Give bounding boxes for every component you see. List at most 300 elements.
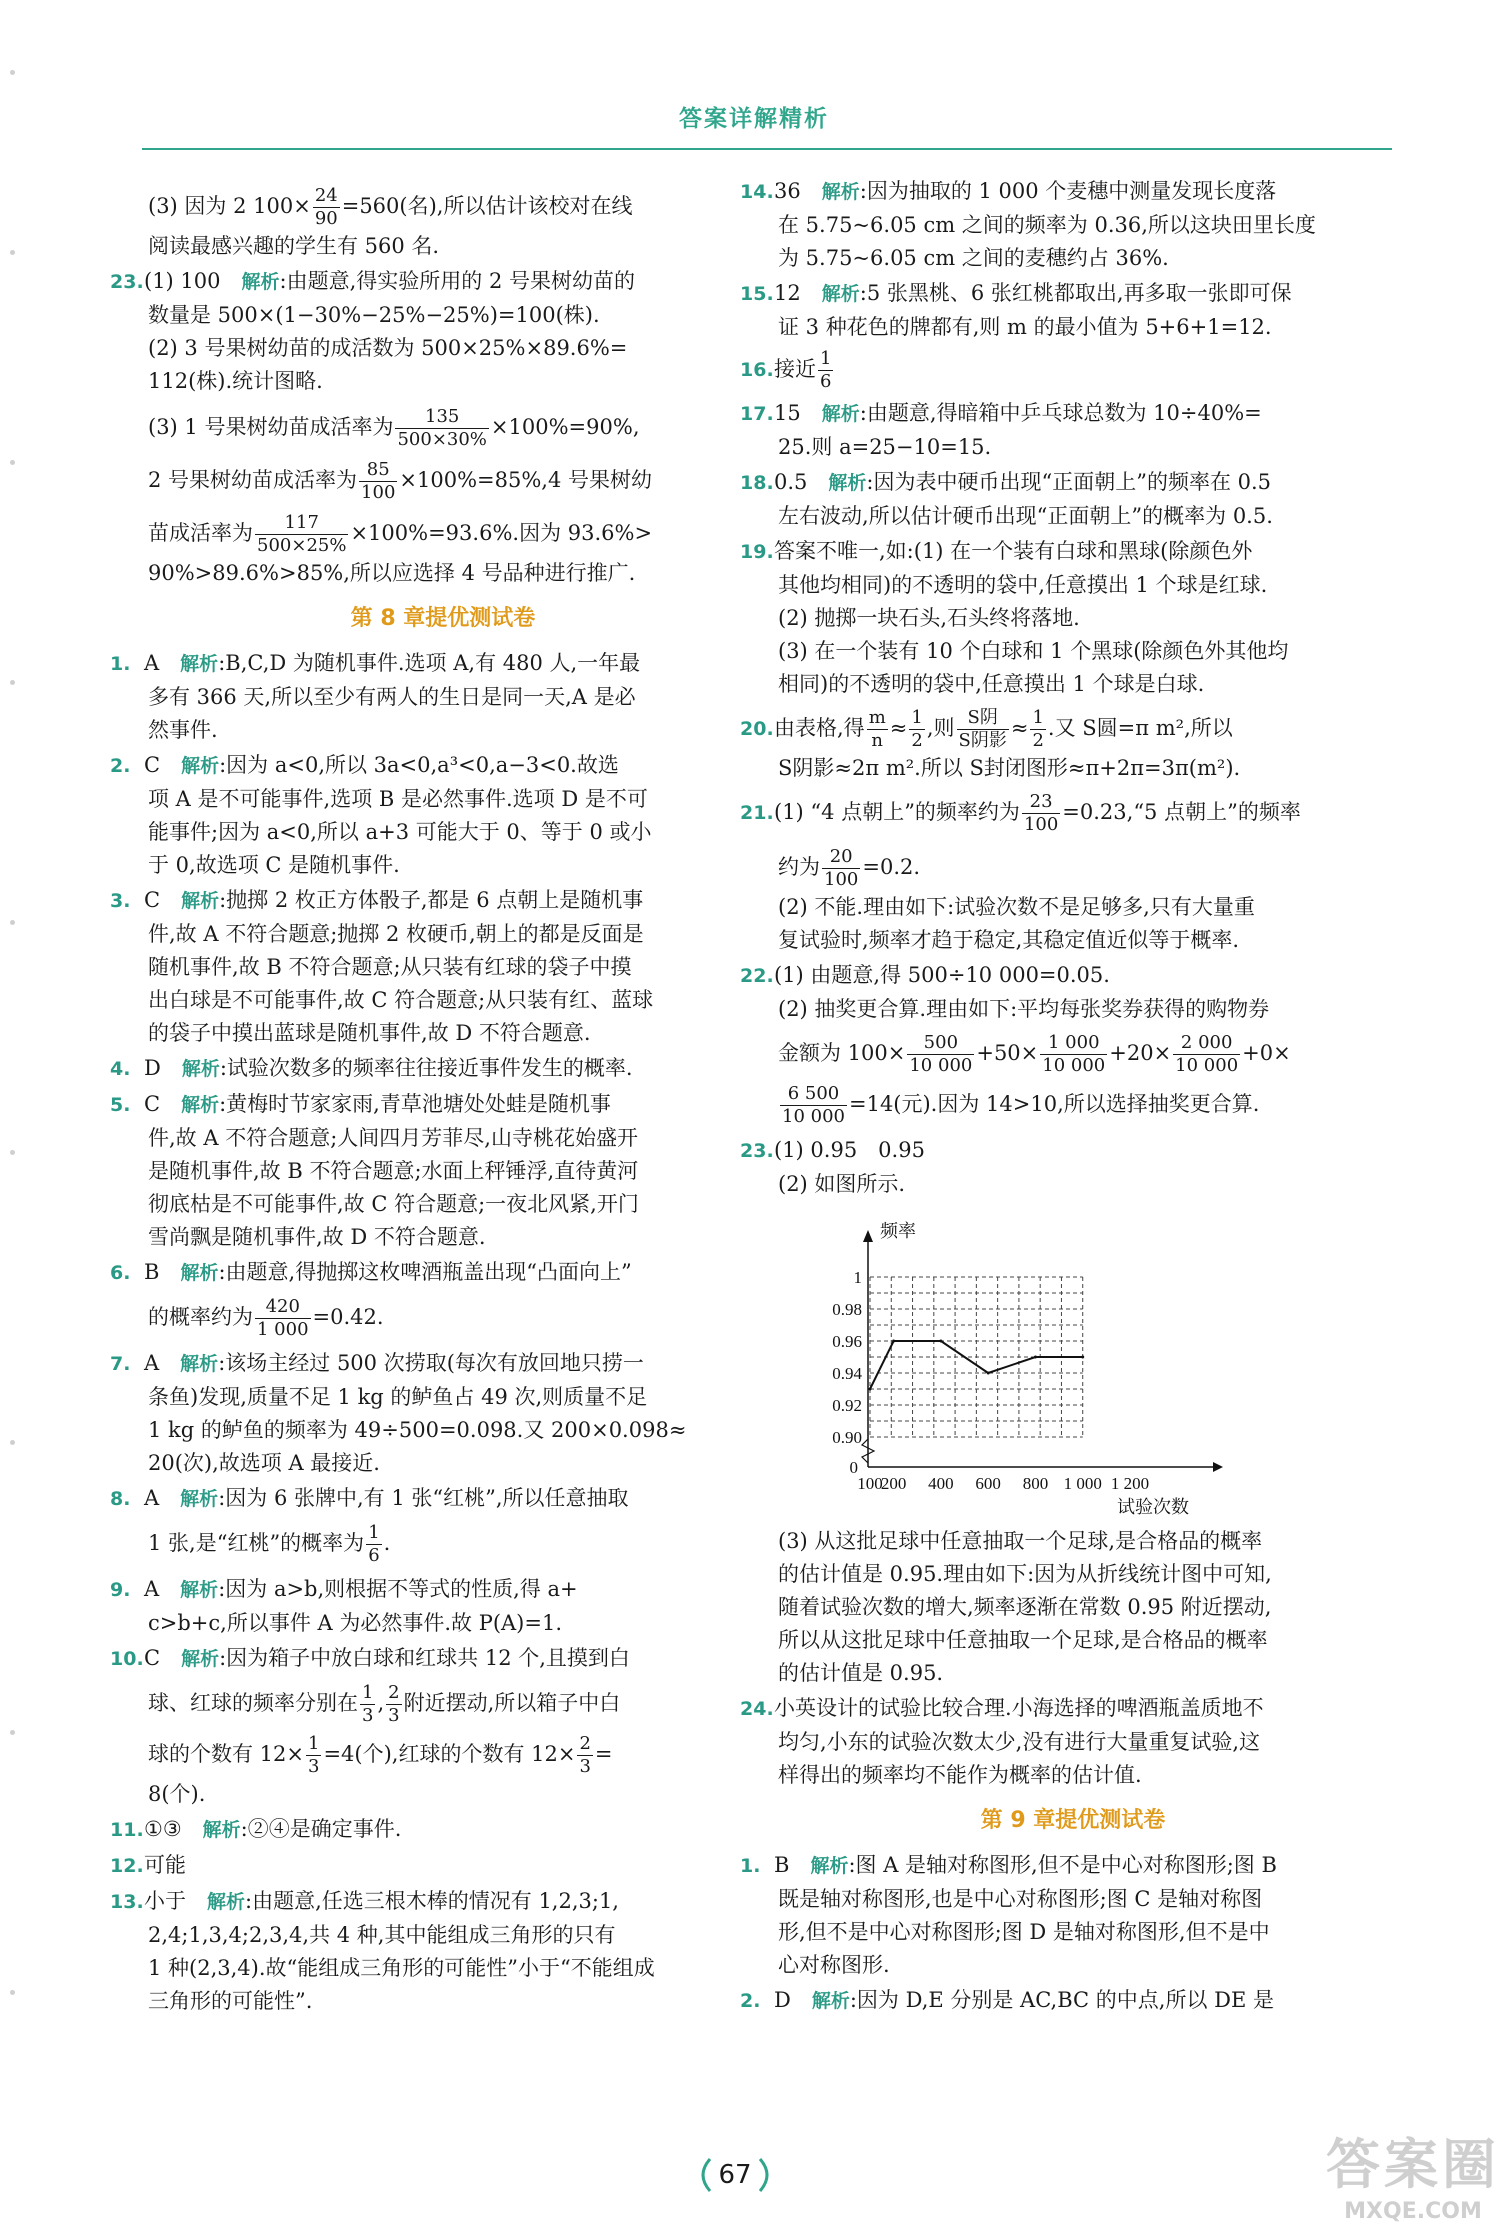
fraction	[1173, 1032, 1240, 1077]
question-number: 15.	[740, 283, 774, 305]
text: ≈	[1010, 716, 1029, 740]
text: :②④是确定事件.	[240, 1817, 402, 1841]
text: 样得出的频率均不能作为概率的估计值.	[778, 1763, 1142, 1787]
question-number: 13.	[110, 1891, 144, 1913]
x-axis-arrow-icon	[1213, 1462, 1223, 1472]
text: (3) 在一个装有 10 个白球和 1 个黑球(除颜色外其他均	[778, 639, 1289, 663]
numerator: 1	[368, 1522, 380, 1543]
numerator: 20	[822, 846, 860, 869]
scan-speck	[10, 680, 15, 685]
text: ,则	[926, 716, 955, 740]
text: (2) 抛掷一块石头,石头终将落地.	[778, 606, 1080, 630]
text: (1) “4 点朝上”的频率约为	[774, 800, 1020, 824]
denominator: 100	[361, 482, 396, 503]
watermark	[1326, 2122, 1500, 2224]
denominator: 2	[1032, 730, 1044, 751]
fraction	[577, 1733, 592, 1778]
text: =0.23,“5 点朝上”的频率	[1062, 800, 1301, 824]
fraction	[957, 707, 1009, 752]
text: (2) 3 号果树幼苗的成活数为 500×25%×89.6%=	[148, 336, 628, 360]
text: =0.42.	[312, 1305, 384, 1329]
answer: A	[144, 651, 160, 675]
numerator: 23	[1022, 791, 1060, 814]
scan-speck	[10, 250, 15, 255]
x-axis-title: 试验次数	[1117, 1497, 1189, 1517]
analysis-label: 解析	[181, 755, 220, 777]
frequency-line-chart	[818, 1217, 1238, 1517]
page-number-badge	[690, 2155, 780, 2195]
fraction	[366, 1522, 381, 1567]
watermark-logo: 答案圈	[1326, 2133, 1500, 2196]
denominator: 10 000	[1042, 1055, 1106, 1076]
text: (2) 不能.理由如下:试验次数不是足够多,只有大量重	[778, 895, 1255, 919]
numerator: 1	[911, 707, 923, 728]
denominator: 6	[820, 371, 832, 392]
text: 件,故 A 不符合题意;人间四月芳菲尽,山寺桃花始盛开	[148, 1126, 638, 1150]
answer: 0.5	[774, 470, 808, 494]
text: 是随机事件,故 B 不符合题意;水面上秤锤浮,直待黄河	[148, 1159, 639, 1183]
text: +50×	[976, 1041, 1039, 1065]
text: :5 张黑桃、6 张红桃都取出,再多取一张即可保	[859, 281, 1292, 305]
answer-24	[740, 1692, 1368, 1792]
numerator: 1	[308, 1733, 320, 1754]
answer: 小于	[144, 1889, 186, 1913]
chart-svg	[818, 1217, 1238, 1517]
text: ,	[377, 1691, 385, 1715]
question-number: 24.	[740, 1698, 774, 1720]
text: .	[383, 1531, 391, 1555]
scan-speck	[10, 920, 15, 925]
text: 三角形的可能性”.	[148, 1989, 313, 2013]
text: :因为箱子中放白球和红球共 12 个,且摸到白	[219, 1646, 630, 1670]
text: :因为抽取的 1 000 个麦穗中测量发现长度落	[859, 179, 1277, 203]
text: ×100%=93.6%.因为 93.6%>	[350, 521, 653, 545]
numerator: 6 500	[780, 1083, 847, 1106]
data-point	[892, 1340, 895, 1343]
analysis-label: 解析	[202, 1819, 241, 1841]
answer-10	[110, 1642, 738, 1811]
numerator: 135	[395, 406, 488, 429]
denominator: 90	[314, 208, 338, 229]
denominator: S阴影	[958, 730, 1007, 751]
scan-speck	[10, 70, 15, 75]
answer-23	[110, 265, 738, 590]
numerator: 1	[362, 1682, 374, 1703]
watermark-url: MXQE.COM	[1344, 2199, 1482, 2224]
fraction	[1022, 791, 1060, 836]
analysis-label: 解析	[180, 1488, 219, 1510]
page-number: 67	[718, 2160, 752, 2190]
answer-6	[110, 1256, 738, 1341]
data-point	[987, 1372, 990, 1375]
analysis-label: 解析	[181, 1058, 220, 1080]
question-number: 11.	[110, 1819, 144, 1841]
text: 20(次),故选项 A 最接近.	[148, 1451, 380, 1475]
text: :由题意,得抛掷这枚啤酒瓶盖出现“凸面向上”	[218, 1260, 632, 1284]
fraction	[780, 1083, 847, 1128]
scan-edge-marks	[10, 40, 18, 2140]
analysis-label: 解析	[828, 472, 867, 494]
analysis-label: 解析	[207, 1891, 246, 1913]
text: :因为 a<0,所以 3a<0,a³<0,a−3<0.故选	[219, 753, 619, 777]
answer-16	[740, 348, 1368, 393]
right-column	[740, 175, 1368, 2020]
text: :因为表中硬币出现“正面朝上”的频率在 0.5	[866, 470, 1272, 494]
question-number: 20.	[740, 718, 774, 740]
text: ×100%=90%,	[490, 415, 640, 439]
text: :试验次数多的频率往往接近事件发生的概率.	[219, 1056, 633, 1080]
numerator: 1 000	[1040, 1032, 1107, 1055]
text: 相同)的不透明的袋中,任意摸出 1 个球是白球.	[778, 672, 1205, 696]
answer: 接近	[774, 357, 816, 381]
answer: 15	[774, 401, 801, 425]
data-point	[939, 1340, 942, 1343]
answer-14	[740, 175, 1368, 275]
y-axis-arrow-icon	[863, 1230, 873, 1242]
question-number: 10.	[110, 1648, 144, 1670]
question-number: 5.	[110, 1094, 131, 1116]
text: :因为 6 张牌中,有 1 张“红桃”,所以任意抽取	[218, 1486, 629, 1510]
text: :因为 a>b,则根据不等式的性质,得 a+	[218, 1577, 578, 1601]
x-tick-label: 1 000	[1063, 1474, 1102, 1493]
data-point	[1034, 1356, 1037, 1359]
numerator: 2 000	[1173, 1032, 1240, 1055]
text: :因为 D,E 分别是 AC,BC 的中点,所以 DE 是	[849, 1988, 1274, 2012]
answer-13	[110, 1885, 738, 2018]
text: 2,4;1,3,4;2,3,4,共 4 种,其中能组成三角形的只有	[148, 1923, 616, 1947]
text: 由表格,得	[774, 716, 865, 740]
text: 心对称图形.	[778, 1953, 890, 1977]
scan-speck	[10, 460, 15, 465]
text: =4(个),红球的个数有 12×	[323, 1742, 576, 1766]
text: 项 A 是不可能事件,选项 B 是必然事件.选项 D 是不可	[148, 787, 648, 811]
numerator: 420	[255, 1296, 311, 1319]
question-number: 17.	[740, 403, 774, 425]
text: =14(元).因为 14>10,所以选择抽奖更合算.	[848, 1092, 1260, 1116]
text: :黄梅时节家家雨,青草池塘处处蛙是随机事	[219, 1092, 611, 1116]
x-tick-label: 800	[1022, 1474, 1049, 1493]
y-tick-label: 0.96	[832, 1332, 862, 1351]
analysis-label: 解析	[810, 1855, 849, 1877]
question-number: 2.	[740, 1990, 761, 2012]
text: 的估计值是 0.95.	[778, 1661, 944, 1685]
answer: 36	[774, 179, 801, 203]
fraction	[255, 512, 348, 557]
text: 球的个数有 12×	[148, 1742, 304, 1766]
text: 的估计值是 0.95.理由如下:因为从折线统计图中可知,	[778, 1562, 1272, 1586]
numerator: 500	[907, 1032, 974, 1055]
y-tick-label: 0.94	[832, 1364, 862, 1383]
fraction	[907, 1032, 974, 1077]
question-number: 19.	[740, 541, 774, 563]
answer-20	[740, 707, 1368, 785]
question-number: 22.	[740, 965, 774, 987]
analysis-label: 解析	[821, 403, 860, 425]
fraction	[359, 459, 397, 504]
question-number: 18.	[740, 472, 774, 494]
text: +0×	[1242, 1041, 1291, 1065]
q22-part3	[148, 185, 738, 263]
section-title-ch9: 第 9 章提优测试卷	[980, 1808, 1166, 1833]
header-title: 答案详解精析	[679, 106, 829, 132]
fraction	[818, 348, 833, 393]
text: (2) 如图所示.	[778, 1172, 906, 1196]
text: 其他均相同)的不透明的袋中,任意摸出 1 个球是红球.	[778, 573, 1268, 597]
text: 雪尚飘是随机事件,故 D 不符合题意.	[148, 1225, 486, 1249]
ch9-answer-1	[740, 1849, 1368, 1982]
question-number: 6.	[110, 1262, 131, 1284]
text: 形,但不是中心对称图形;图 D 是轴对称图形,但不是中	[778, 1920, 1270, 1944]
text: 的概率约为	[148, 1305, 253, 1329]
text: 答案不唯一,如:(1) 在一个装有白球和黑球(除颜色外	[774, 539, 1253, 563]
text: ≈	[889, 716, 908, 740]
denominator: 100	[1023, 814, 1059, 835]
answer-9	[110, 1573, 738, 1640]
denominator: 3	[308, 1756, 320, 1777]
denominator: 3	[579, 1756, 591, 1777]
fraction	[306, 1733, 321, 1778]
text: 条鱼)发现,质量不足 1 kg 的鲈鱼占 49 次,则质量不足	[148, 1385, 648, 1409]
fraction	[822, 846, 860, 891]
analysis-label: 解析	[811, 1990, 850, 2012]
denominator: 10 000	[782, 1106, 845, 1127]
answer-15	[740, 277, 1368, 344]
analysis-label: 解析	[241, 271, 280, 293]
analysis-label: 解析	[821, 181, 860, 203]
analysis-label: 解析	[181, 890, 220, 912]
answer-17	[740, 397, 1368, 464]
denominator: 2	[911, 730, 923, 751]
text: 复试验时,频率才趋于稳定,其稳定值近似等于概率.	[778, 928, 1240, 952]
fraction	[867, 707, 888, 752]
text: 随机事件,故 B 不符合题意;从只装有红球的袋子中摸	[148, 955, 632, 979]
answer-21	[740, 791, 1368, 957]
question-number: 3.	[110, 890, 131, 912]
answer: 可能	[144, 1853, 186, 1877]
text: 然事件.	[148, 718, 218, 742]
answer-19	[740, 535, 1368, 701]
text: 数量是 500×(1−30%−25%−25%)=100(株).	[148, 303, 600, 327]
text: (1) 0.95 0.95	[774, 1138, 925, 1162]
scan-speck	[10, 1990, 15, 1995]
answer-12	[110, 1849, 738, 1883]
text: :该场主经过 500 次捞取(每次有放回地只捞一	[218, 1351, 644, 1375]
text: 多有 366 天,所以至少有两人的生日是同一天,A 是必	[148, 685, 636, 709]
numerator: m	[868, 707, 886, 728]
y-tick-label: 0.98	[832, 1300, 862, 1319]
question-number: 12.	[110, 1855, 144, 1877]
header-rule	[142, 148, 1392, 150]
text: 在 5.75~6.05 cm 之间的频率为 0.36,所以这块田里长度	[778, 213, 1316, 237]
answer-2	[110, 749, 738, 882]
text: .又 S圆=π m²,所以	[1047, 716, 1233, 740]
answer: C	[144, 888, 161, 912]
answer: B	[774, 1853, 790, 1877]
fraction	[386, 1682, 401, 1727]
y-tick-label: 0.92	[832, 1396, 862, 1415]
x-tick-label: 400	[928, 1474, 954, 1493]
x-tick-label: 600	[975, 1474, 1001, 1493]
text: 为 5.75~6.05 cm 之间的麦穗约占 36%.	[778, 246, 1169, 270]
text: 出白球是不可能事件,故 C 符合题意;从只装有红、蓝球	[148, 988, 654, 1012]
answer-23-right	[740, 1134, 1368, 1690]
analysis-label: 解析	[181, 1094, 220, 1116]
ch9-answer-2	[740, 1984, 1368, 2018]
answer-3	[110, 884, 738, 1050]
text: 苗成活率为	[148, 521, 253, 545]
analysis-label: 解析	[181, 1648, 220, 1670]
text: =0.2.	[862, 855, 921, 879]
question-number: 4.	[110, 1058, 131, 1080]
answer-18	[740, 466, 1368, 533]
text: (3) 从这批足球中任意抽取一个足球,是合格品的概率	[778, 1529, 1263, 1553]
answer-1	[110, 647, 738, 747]
answer: D	[774, 1988, 791, 2012]
text: :图 A 是轴对称图形,但不是中心对称图形;图 B	[848, 1853, 1277, 1877]
section-title-ch8: 第 8 章提优测试卷	[350, 606, 536, 631]
answer-11	[110, 1813, 738, 1847]
fraction	[360, 1682, 375, 1727]
text: =560(名),所以估计该校对在线	[341, 194, 633, 218]
text: (3) 因为 2 100×	[148, 194, 311, 218]
denominator: n	[871, 730, 884, 751]
question-number: 14.	[740, 181, 774, 203]
text: 所以从这批足球中任意抽取一个足球,是合格品的概率	[778, 1628, 1268, 1652]
numerator: 85	[359, 459, 397, 482]
text: 25.则 a=25−10=15.	[778, 435, 992, 459]
text: :由题意,得实验所用的 2 号果树幼苗的	[279, 269, 635, 293]
question-number: 16.	[740, 359, 774, 381]
text: 附近摆动,所以箱子中白	[403, 1691, 621, 1715]
scan-speck	[10, 1150, 15, 1155]
numerator: 2	[579, 1733, 591, 1754]
x-tick-label: 100	[857, 1474, 883, 1493]
analysis-label: 解析	[821, 283, 860, 305]
analysis-label: 解析	[180, 1353, 219, 1375]
text: 既是轴对称图形,也是中心对称图形;图 C 是轴对称图	[778, 1887, 1263, 1911]
data-point	[1081, 1356, 1084, 1359]
denominator: 100	[824, 869, 859, 890]
text: 1 kg 的鲈鱼的频率为 49÷500=0.098.又 200×0.098≈	[148, 1418, 687, 1442]
question-number: 7.	[110, 1353, 131, 1375]
text: (2) 抽奖更合算.理由如下:平均每张奖券获得的购物券	[778, 997, 1270, 1021]
analysis-label: 解析	[180, 653, 219, 675]
scan-speck	[10, 1730, 15, 1735]
answer: 12	[774, 281, 801, 305]
y-tick-label: 0.90	[832, 1428, 862, 1447]
numerator: 1	[1032, 707, 1044, 728]
numerator: 1	[820, 348, 832, 369]
answer: ①③	[144, 1817, 182, 1841]
text: c>b+c,所以事件 A 为必然事件.故 P(A)=1.	[148, 1611, 563, 1635]
fraction	[1040, 1032, 1107, 1077]
text: 随着试验次数的增大,频率逐渐在常数 0.95 附近摆动,	[778, 1595, 1272, 1619]
question-number: 8.	[110, 1488, 131, 1510]
question-number: 9.	[110, 1579, 131, 1601]
question-number: 1.	[110, 653, 131, 675]
text: 金额为 100×	[778, 1041, 906, 1065]
answer-7	[110, 1347, 738, 1480]
question-number: 2.	[110, 755, 131, 777]
fraction	[1030, 707, 1045, 752]
answer: B	[144, 1260, 160, 1284]
denominator: 10 000	[1175, 1055, 1239, 1076]
text: :抛掷 2 枚正方体骰子,都是 6 点朝上是随机事	[219, 888, 644, 912]
denominator: 1 000	[257, 1319, 309, 1340]
denominator: 3	[388, 1705, 400, 1726]
answer: (1) 100	[144, 269, 221, 293]
text: 阅读最感兴趣的学生有 560 名.	[148, 234, 440, 258]
x-tick-label: 200	[880, 1474, 907, 1493]
answer: A	[144, 1577, 160, 1601]
text: 8(个).	[148, 1782, 206, 1806]
data-point	[869, 1388, 872, 1391]
answer-4	[110, 1052, 738, 1086]
text: 证 3 种花色的牌都有,则 m 的最小值为 5+6+1=12.	[778, 315, 1272, 339]
y-tick-label: 1	[853, 1268, 862, 1287]
text: =	[594, 1742, 613, 1766]
question-number: 23.	[110, 271, 144, 293]
question-number: 21.	[740, 802, 774, 824]
text: 2 号果树幼苗成活率为	[148, 468, 358, 492]
text: 1 种(2,3,4).故“能组成三角形的可能性”小于“不能组成	[148, 1956, 655, 1980]
fraction	[255, 1296, 311, 1341]
text: 约为	[778, 855, 820, 879]
text: S阴影≈2π m².所以 S封闭图形≈π+2π=3π(m²).	[778, 756, 1241, 780]
text: 能事件;因为 a<0,所以 a+3 可能大于 0、等于 0 或小	[148, 820, 652, 844]
denominator: 500×30%	[397, 429, 487, 450]
y-axis-title: 频率	[880, 1221, 916, 1242]
text: :B,C,D 为随机事件.选项 A,有 480 人,一年最	[218, 651, 641, 675]
text: 件,故 A 不符合题意;抛掷 2 枚硬币,朝上的都是反面是	[148, 922, 644, 946]
text: 小英设计的试验比较合理.小海选择的啤酒瓶盖质地不	[774, 1696, 1264, 1720]
answer: D	[144, 1056, 161, 1080]
answer-8	[110, 1482, 738, 1567]
text: 于 0,故选项 C 是随机事件.	[148, 853, 400, 877]
analysis-label: 解析	[180, 1579, 219, 1601]
answer: C	[144, 1646, 161, 1670]
text: 1 张,是“红桃”的概率为	[148, 1531, 365, 1555]
numerator: 2	[388, 1682, 400, 1703]
answer: C	[144, 753, 161, 777]
answer-22	[740, 959, 1368, 1128]
text: ×100%=85%,4 号果树幼	[399, 468, 653, 492]
answer: C	[144, 1092, 161, 1116]
scan-speck	[10, 1440, 15, 1445]
fraction	[313, 185, 340, 230]
left-column	[110, 185, 738, 2020]
text: (1) 由题意,得 500÷10 000=0.05.	[774, 963, 1110, 987]
text: 左右波动,所以估计硬币出现“正面朝上”的概率为 0.5.	[778, 504, 1273, 528]
text: 90%>89.6%>85%,所以应选择 4 号品种进行推广.	[148, 561, 636, 585]
text: (3) 1 号果树幼苗成活率为	[148, 415, 394, 439]
answer: A	[144, 1351, 160, 1375]
text: 的袋子中摸出蓝球是随机事件,故 D 不符合题意.	[148, 1021, 591, 1045]
origin-label: 0	[849, 1458, 858, 1477]
fraction	[909, 707, 924, 752]
denominator: 3	[362, 1705, 374, 1726]
question-number: 23.	[740, 1140, 774, 1162]
page-header	[0, 100, 1508, 133]
x-tick-label: 1 200	[1110, 1474, 1150, 1493]
answer: A	[144, 1486, 160, 1510]
text: :由题意,任选三根木棒的情况有 1,2,3;1,	[245, 1889, 619, 1913]
text: 球、红球的频率分别在	[148, 1691, 358, 1715]
denominator: 500×25%	[257, 535, 347, 556]
numerator: 117	[255, 512, 348, 535]
denominator: 6	[368, 1545, 380, 1566]
denominator: 10 000	[909, 1055, 973, 1076]
